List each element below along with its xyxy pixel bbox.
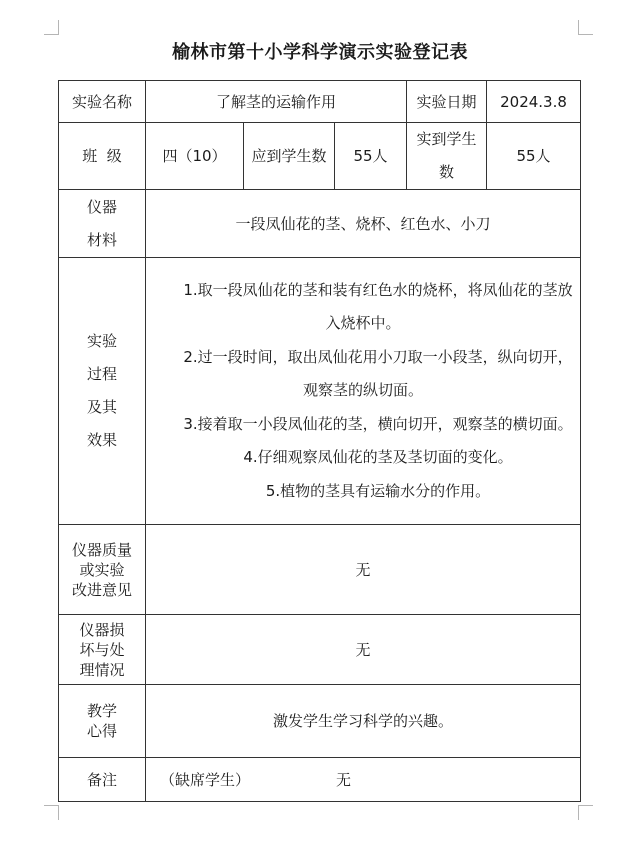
process-row [59,258,581,525]
expected-students-value: 55人 [335,123,407,190]
damage-label [59,615,146,685]
materials-label-line1: 仪器 [86,197,117,216]
class-label: 班 级 [59,123,146,190]
process-label-line: 效果 [86,431,117,449]
reflection-row [59,685,581,758]
quality-label [59,525,146,615]
class-row [59,123,581,190]
reflection-label [59,685,146,758]
materials-value: 一段凤仙花的茎、烧杯、红色水、小刀 [146,190,581,258]
actual-students-label-line2: 数 [439,163,455,181]
experiment-name-row [59,81,581,123]
reflection-label-line: 心得 [86,722,117,740]
quality-value: 无 [146,525,581,615]
remarks-label: 备注 [59,758,146,802]
materials-label [59,190,146,258]
actual-students-label [407,123,487,190]
experiment-name-value: 了解茎的运输作用 [146,81,407,123]
process-step: 2.过一段时间，取出凤仙花用小刀取一小段茎，纵向切开，观察茎的纵切面。 [183,347,573,400]
quality-label-line: 或实验 [79,560,125,579]
expected-students-label: 应到学生数 [244,123,335,190]
quality-label-line: 仪器质量 [71,540,132,559]
damage-label-line: 理情况 [79,660,125,679]
remarks-value [146,758,581,802]
reflection-value: 激发学生学习科学的兴趣。 [146,685,581,758]
damage-label-line: 坏与处 [79,640,125,659]
process-steps [146,258,581,525]
quality-label-line: 改进意见 [71,580,132,599]
process-step: 5.植物的茎具有运输水分的作用。 [265,481,491,500]
experiment-record-table [58,80,581,802]
class-value: 四（10） [146,123,244,190]
process-label-line: 及其 [86,398,117,416]
process-step: 3.接着取一小段凤仙花的茎，横向切开，观察茎的横切面。 [183,414,573,433]
crop-mark-top-right [578,20,593,35]
damage-value: 无 [146,615,581,685]
materials-label-line2: 材料 [86,230,117,249]
experiment-date-label: 实验日期 [407,81,487,123]
absent-students-label: （缺席学生） [160,770,251,789]
materials-row [59,190,581,258]
remarks-row [59,758,581,802]
process-label-line: 过程 [86,365,117,383]
reflection-label-line: 教学 [86,702,117,720]
actual-students-label-line1: 实到学生 [416,130,477,148]
absent-students-value: 无 [336,770,352,789]
form-title: 榆林市第十小学科学演示实验登记表 [172,42,468,63]
damage-row [59,615,581,685]
experiment-name-label: 实验名称 [59,81,146,123]
crop-mark-bottom-left [44,805,59,820]
actual-students-value: 55人 [487,123,581,190]
damage-label-line: 仪器损 [79,620,125,639]
experiment-date-value: 2024.3.8 [487,81,581,123]
process-label-line: 实验 [86,332,117,350]
crop-mark-top-left [44,20,59,35]
crop-mark-bottom-right [578,805,593,820]
process-label [59,258,146,525]
quality-row [59,525,581,615]
process-step: 4.仔细观察凤仙花的茎及茎切面的变化。 [243,448,513,467]
process-step: 1.取一段凤仙花的茎和装有红色水的烧杯，将凤仙花的茎放入烧杯中。 [183,280,573,333]
